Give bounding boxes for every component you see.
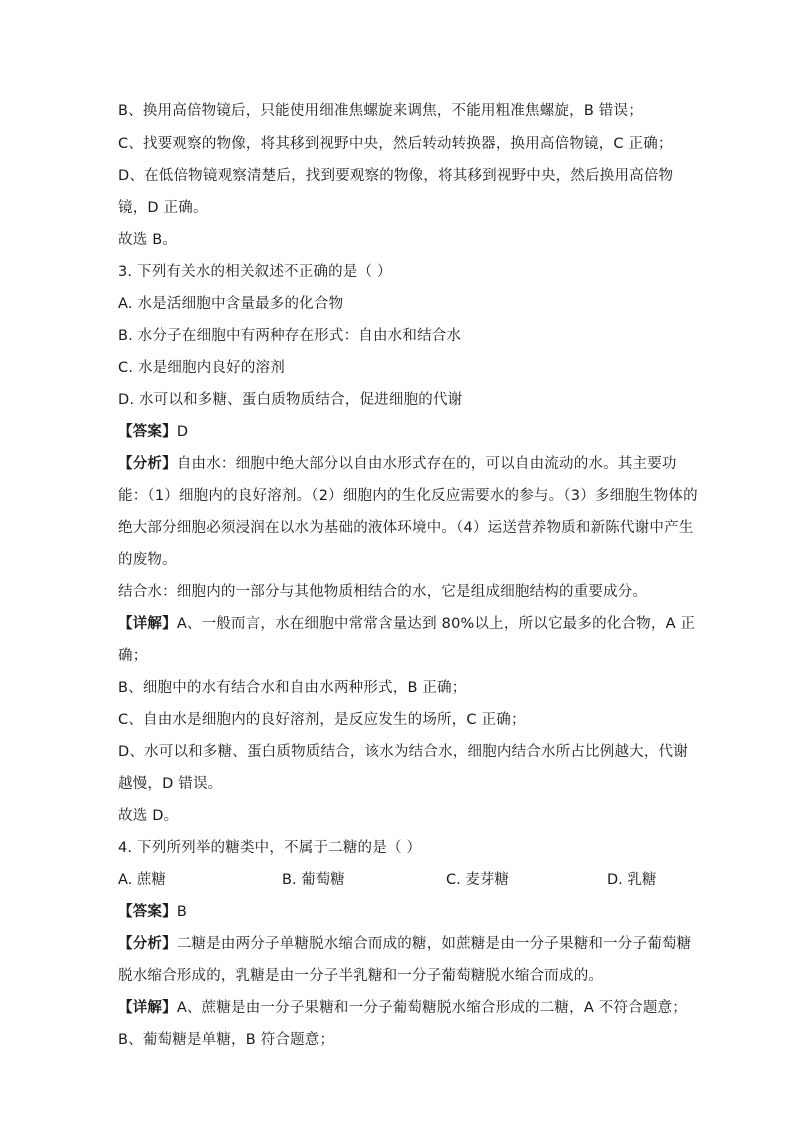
q4-option-b: B. 葡萄糖 <box>282 872 345 888</box>
q3-option-b: B. 水分子在细胞中有两种存在形式：自由水和结合水 <box>118 328 462 344</box>
detail-tag: 【详解】 <box>118 616 177 632</box>
detail-text: A、一般而言，水在细胞中常常含量达到 80%以上，所以它最多的化合物，A 正 <box>176 616 696 632</box>
answer-tag: 【答案】 <box>118 424 177 440</box>
answer-tag: 【答案】 <box>118 904 177 920</box>
answer-value: B <box>176 904 187 920</box>
q3-analysis-line: 能：（1）细胞内的良好溶剂。（2）细胞内的生化反应需要水的参与。（3）多细胞生物体的 <box>118 488 698 504</box>
detail-text: A、蔗糖是由一分子果糖和一分子葡萄糖脱水缩合形成的二糖，A 不符合题意； <box>176 1000 687 1016</box>
q4-analysis-line: 脱水缩合形成的，乳糖是由一分子半乳糖和一分子葡萄糖脱水缩合而成的。 <box>118 968 604 984</box>
q3-analysis-line: 绝大部分细胞必须浸润在以水为基础的液体环境中。（4）运送营养物质和新陈代谢中产生 <box>118 520 694 536</box>
q3-detail-line: 越慢，D 错误。 <box>118 776 223 792</box>
q4-answer <box>118 902 187 922</box>
prev-option-d-explanation: D、在低倍物镜观察清楚后，找到要观察的物像，将其移到视野中央，然后换用高倍物 <box>118 168 674 184</box>
analysis-text: 自由水：细胞中绝大部分以自由水形式存在的，可以自由流动的水。其主要功 <box>176 456 677 472</box>
q4-detail <box>118 998 687 1018</box>
prev-option-b-explanation: B、换用高倍物镜后，只能使用细准焦螺旋来调焦，不能用粗准焦螺旋，B 错误； <box>118 103 643 119</box>
prev-option-c-explanation: C、找要观察的物像，将其移到视野中央，然后转动转换器，换用高倍物镜，C 正确； <box>118 136 673 152</box>
q3-answer <box>118 422 188 442</box>
analysis-text: 二糖是由两分子单糖脱水缩合而成的糖，如蔗糖是由一分子果糖和一分子葡萄糖 <box>176 936 692 952</box>
prev-choose: 故选 B。 <box>118 232 178 248</box>
q4-stem: 4. 下列所列举的糖类中，不属于二糖的是（ ） <box>118 840 422 856</box>
q3-detail <box>118 614 695 634</box>
q3-analysis <box>118 454 677 474</box>
q3-analysis-line: 的废物。 <box>118 552 177 568</box>
q4-option-d: D. 乳糖 <box>607 872 657 888</box>
analysis-tag: 【分析】 <box>118 936 177 952</box>
q3-detail-line: C、自由水是细胞内的良好溶剂，是反应发生的场所，C 正确； <box>118 712 526 728</box>
q3-choose: 故选 D。 <box>118 808 179 824</box>
q3-detail-line: B、细胞中的水有结合水和自由水两种形式，B 正确； <box>118 680 467 696</box>
q4-detail-line: B、葡萄糖是单糖，B 符合题意； <box>118 1032 335 1048</box>
detail-tag: 【详解】 <box>118 1000 177 1016</box>
q3-stem: 3. 下列有关水的相关叙述不正确的是（ ） <box>118 264 392 280</box>
q3-option-a: A. 水是活细胞中含量最多的化合物 <box>118 296 344 312</box>
q3-option-c: C. 水是细胞内良好的溶剂 <box>118 360 285 376</box>
prev-option-d-explanation-cont: 镜，D 正确。 <box>118 200 208 216</box>
q3-detail-line: D、水可以和多糖、蛋白质物质结合，该水为结合水，细胞内结合水所占比例越大，代谢 <box>118 744 688 760</box>
q4-analysis <box>118 934 691 954</box>
q4-option-a: A. 蔗糖 <box>118 872 166 888</box>
analysis-tag: 【分析】 <box>118 456 177 472</box>
q3-option-d: D. 水可以和多糖、蛋白质物质结合，促进细胞的代谢 <box>118 392 463 408</box>
q4-option-c: C. 麦芽糖 <box>446 872 509 888</box>
q3-detail-line: 确； <box>118 648 148 664</box>
answer-value: D <box>176 424 189 440</box>
q3-analysis-line: 结合水：细胞内的一部分与其他物质相结合的水，它是组成细胞结构的重要成分。 <box>118 584 648 600</box>
